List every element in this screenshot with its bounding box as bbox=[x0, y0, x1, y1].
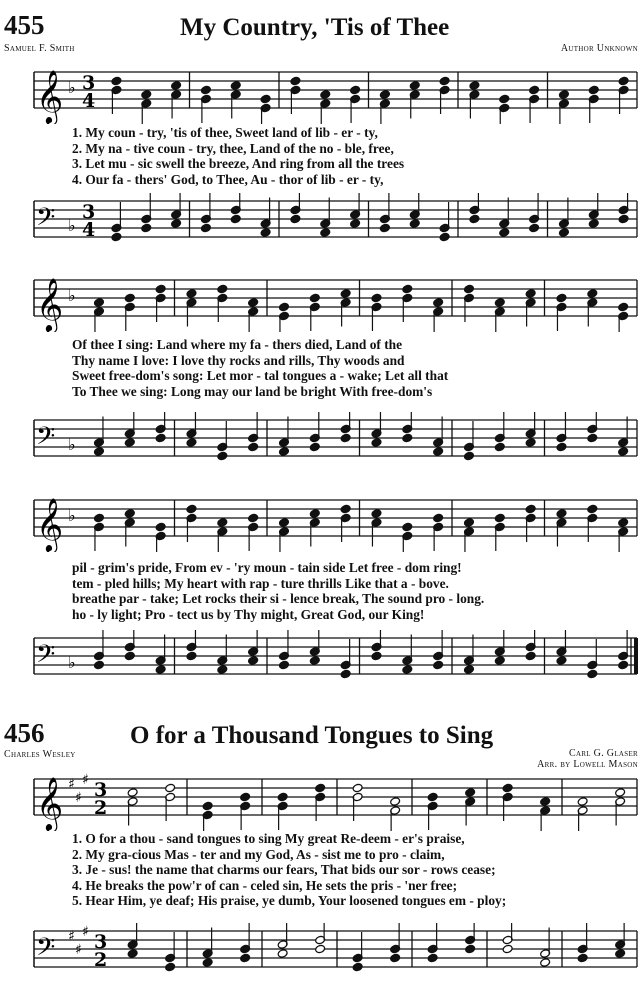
bass-clef-icon: 𝄢 bbox=[36, 203, 56, 238]
note-head bbox=[371, 293, 382, 303]
note-head bbox=[124, 438, 135, 448]
note-head bbox=[350, 219, 361, 229]
note-head bbox=[525, 651, 536, 661]
note-head bbox=[93, 298, 104, 308]
lyric-line: Sweet free-dom's song: Let mor - tal tongues a - wake; Let all that bbox=[72, 368, 449, 384]
treble-staff bbox=[0, 64, 640, 124]
note-head bbox=[248, 298, 259, 308]
note-head bbox=[379, 223, 390, 233]
sharp-icon: ♯ bbox=[82, 924, 89, 940]
hymn-number: 455 bbox=[4, 10, 45, 40]
note-head bbox=[433, 447, 444, 457]
note-head bbox=[577, 797, 588, 807]
note-head bbox=[111, 232, 122, 242]
note-head bbox=[155, 522, 166, 532]
staff-lines bbox=[34, 201, 637, 237]
note-head bbox=[248, 442, 259, 452]
note-head bbox=[371, 651, 382, 661]
note-head bbox=[278, 447, 289, 457]
note-head bbox=[93, 513, 104, 523]
note-head bbox=[186, 504, 197, 514]
music-credit: Author Unknown bbox=[560, 43, 638, 54]
music-credit: Carl G. Glaser bbox=[569, 748, 638, 759]
note-head bbox=[618, 302, 629, 312]
note-head bbox=[615, 788, 626, 798]
sharp-icon: ♯ bbox=[75, 942, 82, 958]
lyric-line: 5. Hear Him, ye deaf; His praise, ye dumb, Your loosened tongues em - ploy; bbox=[72, 893, 507, 909]
lyric-line: Of thee I sing: Land where my fa - thers died, Land of the bbox=[72, 337, 403, 352]
flat-icon: ♭ bbox=[68, 506, 76, 525]
note-head bbox=[469, 214, 480, 224]
note-head bbox=[248, 513, 259, 523]
note-head bbox=[556, 293, 567, 303]
note-head bbox=[469, 81, 480, 91]
lyric-line: breathe par - take; Let rocks their si - lence break, The sound pro - long. bbox=[72, 591, 485, 607]
note-head bbox=[494, 298, 505, 308]
flat-icon: ♭ bbox=[68, 78, 76, 97]
time-signature-top: 3 bbox=[94, 779, 108, 801]
note-head bbox=[502, 783, 513, 793]
note-head bbox=[278, 518, 289, 528]
note-head bbox=[186, 438, 197, 448]
note-head bbox=[379, 90, 390, 100]
note-head bbox=[433, 660, 444, 670]
time-signature-top: 3 bbox=[94, 931, 108, 953]
note-head bbox=[93, 660, 104, 670]
bass-clef-icon: 𝄢 bbox=[36, 933, 56, 968]
note-head bbox=[588, 219, 599, 229]
note-head bbox=[427, 953, 438, 963]
hymn-title: O for a Thousand Tongues to Sing bbox=[130, 722, 494, 749]
note-head bbox=[352, 783, 363, 793]
note-head bbox=[127, 949, 138, 959]
note-head bbox=[340, 289, 351, 299]
treble-clef-icon: 𝄞 bbox=[36, 776, 64, 830]
lyric-line: 2. My gra-cious Mas - ter and my God, As - sist me to pro - claim, bbox=[72, 846, 445, 862]
lyric-line: 4. He breaks the pow'r of can - celed sin, He sets the pris - 'ner free; bbox=[72, 877, 458, 893]
note-head bbox=[556, 509, 567, 519]
note-head bbox=[340, 433, 351, 443]
note-head bbox=[409, 81, 420, 91]
note-head bbox=[290, 214, 301, 224]
note-head bbox=[200, 85, 211, 95]
note-head bbox=[350, 85, 361, 95]
note-head bbox=[525, 504, 536, 514]
note-head bbox=[529, 85, 540, 95]
note-head bbox=[260, 94, 271, 104]
lyric-line: 3. Let mu - sic swell the breeze, And ring from all the trees bbox=[72, 156, 405, 172]
lyric-line: ho - ly light; Pro - tect us by Thy might, Great God, our King! bbox=[72, 606, 425, 622]
note-head bbox=[124, 651, 135, 661]
note-head bbox=[309, 509, 320, 519]
note-head bbox=[618, 660, 629, 670]
note-head bbox=[427, 792, 438, 802]
bass-clef-icon: 𝄢 bbox=[36, 640, 56, 675]
note-head bbox=[217, 665, 228, 675]
bass-staff bbox=[0, 923, 640, 983]
note-head bbox=[499, 94, 510, 104]
hymn-number: 456 bbox=[4, 718, 45, 748]
lyric-line: 2. My na - tive coun - try, thee, Land of the no - ble, free, bbox=[72, 140, 394, 156]
note-head bbox=[124, 509, 135, 519]
flat-icon: ♭ bbox=[68, 286, 76, 305]
note-head bbox=[93, 447, 104, 457]
note-head bbox=[587, 289, 598, 299]
note-head bbox=[402, 665, 413, 675]
treble-clef-icon: 𝄞 bbox=[36, 69, 64, 123]
note-head bbox=[558, 228, 569, 238]
note-head bbox=[465, 788, 476, 798]
note-head bbox=[309, 656, 320, 666]
note-head bbox=[402, 433, 413, 443]
note-head bbox=[402, 522, 413, 532]
note-head bbox=[618, 447, 629, 457]
note-head bbox=[141, 223, 152, 233]
note-head bbox=[340, 669, 351, 679]
note-head bbox=[587, 669, 598, 679]
note-head bbox=[463, 284, 474, 294]
time-signature-bottom: 2 bbox=[94, 949, 108, 971]
note-head bbox=[529, 223, 540, 233]
time-signature-top: 3 bbox=[82, 72, 96, 94]
note-head bbox=[577, 953, 588, 963]
time-signature-bottom: 2 bbox=[94, 797, 108, 819]
note-head bbox=[171, 219, 182, 229]
note-head bbox=[433, 298, 444, 308]
lyric-line: 3. Je - sus! the name that charms our fears, That bids our sor - rows cease; bbox=[72, 862, 496, 878]
bass-staff bbox=[0, 630, 640, 690]
flat-icon: ♭ bbox=[68, 653, 76, 672]
note-head bbox=[525, 289, 536, 299]
note-head bbox=[248, 656, 259, 666]
note-head bbox=[371, 438, 382, 448]
words-credit: Charles Wesley bbox=[4, 749, 76, 760]
note-head bbox=[111, 76, 122, 86]
sharp-icon: ♯ bbox=[68, 776, 75, 793]
lyric-line: tem - pled hills; My heart with rap - ture thrills Like that a - bove. bbox=[72, 575, 449, 591]
treble-staff bbox=[0, 771, 640, 831]
note-head bbox=[315, 783, 326, 793]
lyric-line: To Thee we sing: Long may our land be bright With free-dom's bbox=[72, 383, 433, 399]
note-head bbox=[615, 949, 626, 959]
note-head bbox=[309, 293, 320, 303]
verse-lyrics-block bbox=[72, 125, 638, 187]
sharp-icon: ♯ bbox=[68, 928, 75, 945]
arranger-credit: Arr. by Lowell Mason bbox=[537, 759, 638, 770]
note-head bbox=[124, 293, 135, 303]
lyric-line: 1. My coun - try, 'tis of thee, Sweet land of lib - er - ty, bbox=[72, 125, 378, 140]
note-head bbox=[141, 90, 152, 100]
treble-staff bbox=[0, 272, 640, 332]
note-head bbox=[200, 223, 211, 233]
note-head bbox=[278, 660, 289, 670]
verse-lyrics-block bbox=[72, 831, 638, 909]
note-head bbox=[499, 228, 510, 238]
note-head bbox=[165, 962, 176, 972]
staff-lines bbox=[34, 500, 637, 536]
note-head bbox=[202, 958, 213, 968]
words-credit: Samuel F. Smith bbox=[4, 43, 75, 54]
note-head bbox=[217, 284, 228, 294]
time-signature-top: 3 bbox=[82, 201, 96, 223]
treble-clef-icon: 𝄞 bbox=[36, 277, 64, 331]
note-head bbox=[618, 76, 629, 86]
bass-staff bbox=[0, 412, 640, 472]
note-head bbox=[202, 801, 213, 811]
note-head bbox=[618, 518, 629, 528]
note-head bbox=[540, 797, 551, 807]
flat-icon: ♭ bbox=[68, 435, 76, 454]
note-head bbox=[588, 85, 599, 95]
verse-lyrics-block bbox=[72, 337, 638, 399]
note-head bbox=[556, 442, 567, 452]
note-head bbox=[502, 944, 513, 954]
note-head bbox=[463, 665, 474, 675]
note-head bbox=[230, 214, 241, 224]
staff-lines bbox=[34, 638, 637, 674]
note-head bbox=[277, 949, 288, 959]
hymn-title: My Country, 'Tis of Thee bbox=[180, 14, 450, 41]
note-head bbox=[463, 451, 474, 461]
note-head bbox=[217, 451, 228, 461]
note-head bbox=[309, 442, 320, 452]
note-head bbox=[465, 944, 476, 954]
time-signature-bottom: 4 bbox=[82, 219, 96, 241]
note-head bbox=[171, 81, 182, 91]
note-head bbox=[463, 518, 474, 528]
bass-staff bbox=[0, 193, 640, 253]
note-head bbox=[186, 651, 197, 661]
note-head bbox=[240, 953, 251, 963]
treble-clef-icon: 𝄞 bbox=[36, 497, 64, 551]
note-head bbox=[618, 214, 629, 224]
sharp-icon: ♯ bbox=[82, 772, 89, 788]
note-head bbox=[540, 958, 551, 968]
note-head bbox=[558, 90, 569, 100]
note-head bbox=[587, 433, 598, 443]
note-head bbox=[587, 504, 598, 514]
verse-lyrics-block bbox=[72, 560, 638, 622]
note-head bbox=[165, 783, 176, 793]
note-head bbox=[439, 232, 450, 242]
note-head bbox=[155, 433, 166, 443]
note-head bbox=[240, 792, 251, 802]
note-head bbox=[290, 76, 301, 86]
treble-staff bbox=[0, 492, 640, 552]
note-head bbox=[186, 289, 197, 299]
bass-clef-icon: 𝄢 bbox=[36, 422, 56, 457]
note-head bbox=[494, 656, 505, 666]
lyric-line: 4. Our fa - thers' God, to Thee, Au - thor of lib - er - ty, bbox=[72, 171, 384, 187]
note-head bbox=[525, 438, 536, 448]
flat-icon: ♭ bbox=[68, 216, 76, 235]
note-head bbox=[278, 302, 289, 312]
note-head bbox=[320, 228, 331, 238]
note-head bbox=[277, 792, 288, 802]
note-head bbox=[127, 788, 138, 798]
note-head bbox=[315, 944, 326, 954]
time-signature-bottom: 4 bbox=[82, 90, 96, 112]
note-head bbox=[433, 513, 444, 523]
lyric-line: 1. O for a thou - sand tongues to sing My great Re-deem - er's praise, bbox=[72, 831, 465, 846]
note-head bbox=[494, 513, 505, 523]
staff-lines bbox=[34, 420, 637, 456]
note-head bbox=[390, 953, 401, 963]
note-head bbox=[217, 518, 228, 528]
note-head bbox=[439, 76, 450, 86]
sharp-icon: ♯ bbox=[75, 790, 82, 806]
note-head bbox=[390, 797, 401, 807]
note-head bbox=[260, 228, 271, 238]
note-head bbox=[155, 665, 166, 675]
note-head bbox=[494, 442, 505, 452]
lyric-line: pil - grim's pride, From ev - 'ry moun - tain side Let free - dom ring! bbox=[72, 560, 462, 575]
note-head bbox=[320, 90, 331, 100]
note-head bbox=[155, 284, 166, 294]
staff-lines bbox=[34, 72, 637, 108]
note-head bbox=[371, 509, 382, 519]
lyric-line: Thy name I love: I love thy rocks and rills, Thy woods and bbox=[72, 352, 405, 368]
note-head bbox=[409, 219, 420, 229]
note-head bbox=[230, 81, 241, 91]
note-head bbox=[340, 504, 351, 514]
note-head bbox=[556, 656, 567, 666]
staff-lines bbox=[34, 280, 637, 316]
note-head bbox=[402, 284, 413, 294]
note-head bbox=[352, 962, 363, 972]
